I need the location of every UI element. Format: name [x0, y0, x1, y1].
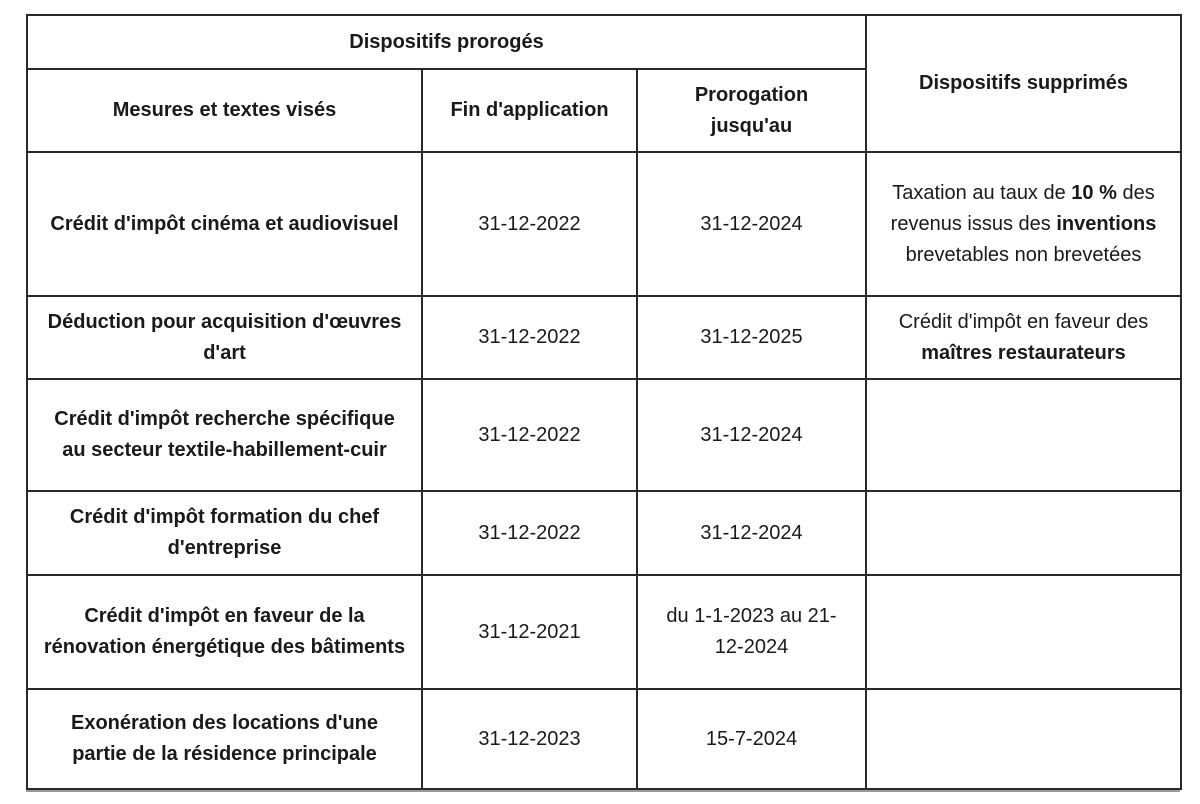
extension-date-cell: 31-12-2024: [637, 379, 866, 491]
measure-cell: Crédit d'impôt en faveur de la rénovation énergétique des bâtiments: [27, 575, 422, 689]
removed-text-emphasis: 10 %: [1071, 181, 1117, 204]
extension-date-cell: 31-12-2024: [637, 491, 866, 575]
extension-date-cell: 15-7-2024: [637, 689, 866, 789]
end-date-cell: 31-12-2022: [422, 491, 637, 575]
removed-measure-cell-empty: [866, 575, 1181, 689]
measure-cell: Déduction pour acquisition d'œuvres d'art: [27, 296, 422, 379]
measure-cell: Crédit d'impôt formation du chef d'entreprise: [27, 491, 422, 575]
measure-cell: Crédit d'impôt recherche spécifique au secteur textile-habillement-cuir: [27, 379, 422, 491]
removed-measure-cell: [866, 296, 1181, 379]
end-date-cell: 31-12-2022: [422, 379, 637, 491]
table-row: [27, 296, 1181, 379]
removed-text: Taxation au taux de: [892, 181, 1072, 204]
removed-text: brevetables non brevetées: [905, 243, 1142, 266]
extension-date-cell: du 1-1-2023 au 21-12-2024: [637, 575, 866, 689]
measures-table: [26, 14, 1182, 790]
removed-text: des revenus issus des: [890, 181, 1155, 235]
table-group-header-row: [27, 15, 1181, 69]
table-row: [27, 575, 1181, 689]
measure-cell: Crédit d'impôt cinéma et audiovisuel: [27, 152, 422, 296]
removed-measures-header: Dispositifs supprimés: [866, 15, 1181, 152]
extended-measures-group-header: Dispositifs prorogés: [27, 15, 866, 69]
table-row: [27, 491, 1181, 575]
removed-text-emphasis: inventions: [1056, 212, 1157, 235]
removed-measure-cell: [866, 152, 1181, 296]
end-date-cell: 31-12-2022: [422, 296, 637, 379]
extension-date-cell: 31-12-2025: [637, 296, 866, 379]
removed-text-emphasis: maîtres restaurateurs: [921, 341, 1126, 364]
end-date-cell: 31-12-2022: [422, 152, 637, 296]
measure-cell: Exonération des locations d'une partie de la résidence principale: [27, 689, 422, 789]
column-header-extension-date: Prorogation jusqu'au: [637, 69, 866, 152]
end-date-cell: 31-12-2023: [422, 689, 637, 789]
end-date-cell: 31-12-2021: [422, 575, 637, 689]
bottom-divider: [26, 790, 1180, 792]
removed-measure-cell-empty: [866, 491, 1181, 575]
removed-measure-cell-empty: [866, 689, 1181, 789]
extension-date-cell: 31-12-2024: [637, 152, 866, 296]
table-row: [27, 379, 1181, 491]
table-row: [27, 689, 1181, 789]
table-row: [27, 152, 1181, 296]
column-header-measures: Mesures et textes visés: [27, 69, 422, 152]
removed-measure-cell-empty: [866, 379, 1181, 491]
removed-text: Crédit d'impôt en faveur des: [898, 310, 1149, 333]
column-header-end-date: Fin d'application: [422, 69, 637, 152]
